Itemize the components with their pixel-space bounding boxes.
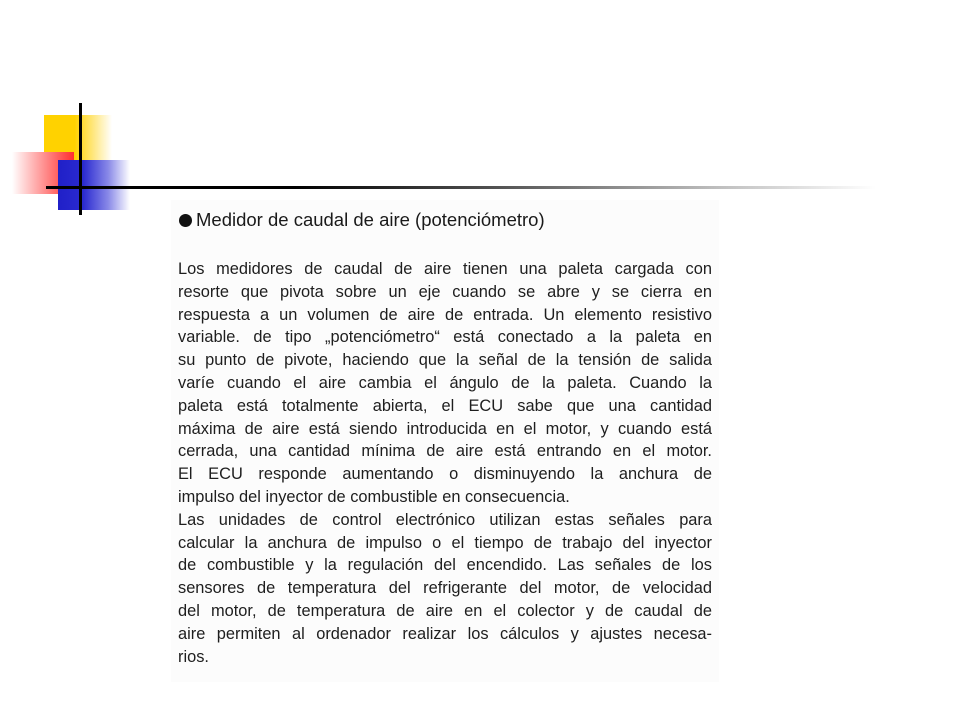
text-line: su punto de pivote, haciendo que la señal de la tensión de salida <box>178 351 712 370</box>
body-text <box>178 258 712 668</box>
text-line: aire permiten al ordenador realizar los cálculos y ajustes necesa- <box>178 624 712 643</box>
text-line: máxima de aire está siendo introducida en el motor, y cuando está <box>178 419 712 438</box>
vertical-rule <box>79 103 82 215</box>
section-heading <box>179 209 545 231</box>
text-line: sensores de temperatura del refrigerante del motor, de velocidad <box>178 579 712 598</box>
bullet-dot-icon <box>179 214 192 227</box>
slide-ornament <box>0 0 960 230</box>
text-line: calcular la anchura de impulso o el tiempo de trabajo del inyector <box>178 533 712 552</box>
text-line: varíe cuando el aire cambia el ángulo de la paleta. Cuando la <box>178 373 712 392</box>
text-line: Los medidores de caudal de aire tienen una paleta cargada con <box>178 260 712 278</box>
text-line: paleta está totalmente abierta, el ECU sabe que una cantidad <box>178 396 712 415</box>
text-line: impulso del inyector de combustible en consecuencia. <box>178 487 570 506</box>
horizontal-rule <box>46 186 876 189</box>
text-line: resorte que pivota sobre un eje cuando se abre y se cierra en <box>178 282 712 301</box>
text-line: variable. de tipo „potenciómetro“ está conectado a la paleta en <box>178 328 712 347</box>
scanned-text-page <box>171 200 719 682</box>
text-line: cerrada, una cantidad mínima de aire está entrando en el motor. <box>178 442 712 461</box>
text-line: El ECU responde aumentando o disminuyendo la anchura de <box>178 465 712 484</box>
text-line: respuesta a un volumen de aire de entrada. Un elemento resistivo <box>178 305 712 324</box>
section-heading-text: Medidor de caudal de aire (potenciómetro) <box>196 209 545 230</box>
red-square-decoration <box>12 152 74 194</box>
blue-square-decoration <box>58 160 130 210</box>
text-line: del motor, de temperatura de aire en el colector y de caudal de <box>178 601 712 620</box>
yellow-square-decoration <box>44 115 112 185</box>
text-line: de combustible y la regulación del encendido. Las señales de los <box>178 556 712 575</box>
text-line: rios. <box>178 647 209 666</box>
text-line: Las unidades de control electrónico utilizan estas señales para <box>178 510 712 529</box>
